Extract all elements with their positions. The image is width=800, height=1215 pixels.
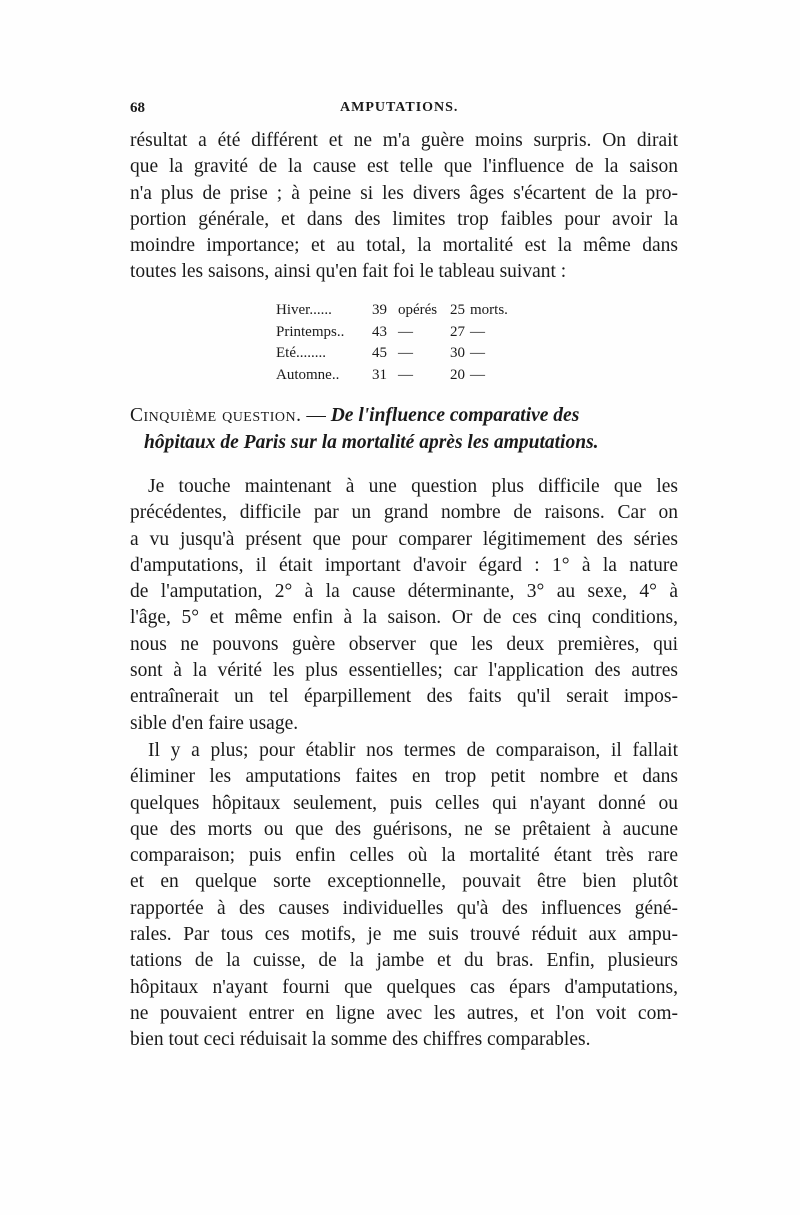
- text-line: a vu jusqu'à présent que pour comparer légitimement des séries: [130, 528, 678, 550]
- text-line: n'a plus de prise ; à peine si les divers âges s'écartent de la pro-: [130, 182, 678, 204]
- text-line: bien tout ceci réduisait la somme des chiffres comparables.: [130, 1029, 591, 1051]
- deaths-count: 30: [450, 345, 465, 361]
- running-title: AMPUTATIONS.: [340, 100, 459, 115]
- text-line: comparaison; puis enfin celles où la mortalité étant très rare: [130, 845, 678, 867]
- text-line: Il y a plus; pour établir nos termes de comparaison, il fallait: [148, 740, 678, 761]
- deaths-label: —: [470, 345, 485, 361]
- paragraph-difficulty: [130, 474, 678, 737]
- text-line: d'amputations, il était important d'avoir égard : 1° à la nature: [130, 554, 678, 576]
- season-cell: Hiver......: [276, 302, 332, 318]
- text-line: rapportée à des causes individuelles qu'à des influences géné-: [130, 897, 678, 919]
- text-line: toutes les saisons, ainsi qu'en fait foi le tableau suivant :: [130, 261, 567, 283]
- running-head: [130, 100, 680, 124]
- text-line: que des morts ou que des guérisons, ne se prêtaient à aucune: [130, 818, 678, 840]
- operated-count: 45: [372, 345, 387, 361]
- season-cell: Eté........: [276, 345, 326, 361]
- text-line: moindre importance; et au total, la mortalité est la même dans: [130, 235, 678, 257]
- paragraph-seasons-intro: [130, 128, 678, 286]
- text-line: Je touche maintenant à une question plus difficile que les: [148, 476, 678, 497]
- text-line: de l'amputation, 2° à la cause déterminante, 3° au sexe, 4° à: [130, 581, 678, 603]
- deaths-label: —: [470, 366, 485, 383]
- deaths-count: 25: [450, 302, 465, 318]
- text-line: portion générale, et dans des limites trop faibles pour avoir la: [130, 208, 678, 230]
- operated-label: —: [398, 366, 413, 383]
- operated-count: 31: [372, 366, 387, 383]
- text-line: éliminer les amputations faites en trop petit nombre et dans: [130, 766, 678, 788]
- text-line: l'âge, 5° et même enfin à la saison. Or de ces cinq conditions,: [130, 607, 678, 629]
- section-title-part1: De l'influence comparative des: [330, 405, 580, 426]
- season-cell: Printemps..: [276, 323, 345, 340]
- text-line: précédentes, difficile par un grand nombre de raisons. Car on: [130, 502, 678, 524]
- section-heading: [130, 402, 678, 456]
- text-line: et en quelque sorte exceptionnelle, pouvait être bien plutôt: [130, 871, 678, 893]
- deaths-label: —: [470, 323, 485, 340]
- deaths-label: morts.: [470, 302, 508, 318]
- operated-label: opérés: [398, 302, 438, 318]
- operated-count: 43: [372, 323, 387, 340]
- page-number: 68: [130, 100, 145, 116]
- season-cell: Automne..: [276, 366, 340, 383]
- deaths-count: 20: [450, 366, 465, 383]
- section-label: Cinquième question.: [130, 405, 302, 426]
- text-line: quelques hôpitaux seulement, puis celles qui n'ayant donné ou: [130, 792, 678, 814]
- paragraph-elimination: [130, 738, 678, 1054]
- text-line: entraînerait un tel éparpillement des faits qu'il serait impos-: [130, 686, 678, 708]
- section-title-part2: hôpitaux de Paris sur la mortalité après les amputations.: [144, 432, 599, 453]
- operated-count: 39: [372, 302, 387, 318]
- text-line: sible d'en faire usage.: [130, 712, 299, 734]
- text-line: hôpitaux n'ayant fourni que quelques cas épars d'amputations,: [130, 976, 678, 998]
- text-line: ne pouvaient entrer en ligne avec les autres, et l'on voit com-: [130, 1002, 678, 1024]
- text-line: nous ne pouvons guère observer que les deux premières, qui: [130, 633, 678, 655]
- text-line: résultat a été différent et ne m'a guère moins surpris. On dirait: [130, 130, 678, 151]
- deaths-count: 27: [450, 323, 465, 340]
- text-line: que la gravité de la cause est telle que l'influence de la saison: [130, 156, 678, 178]
- heading-dash: —: [301, 405, 331, 426]
- text-line: tations de la cuisse, de la jambe et du bras. Enfin, plusieurs: [130, 950, 678, 972]
- operated-label: —: [398, 323, 413, 340]
- text-line: sont à la vérité les plus essentielles; car l'application des autres: [130, 660, 678, 682]
- text-line: rales. Par tous ces motifs, je me suis trouvé réduit aux ampu-: [130, 924, 678, 946]
- operated-label: —: [398, 345, 413, 361]
